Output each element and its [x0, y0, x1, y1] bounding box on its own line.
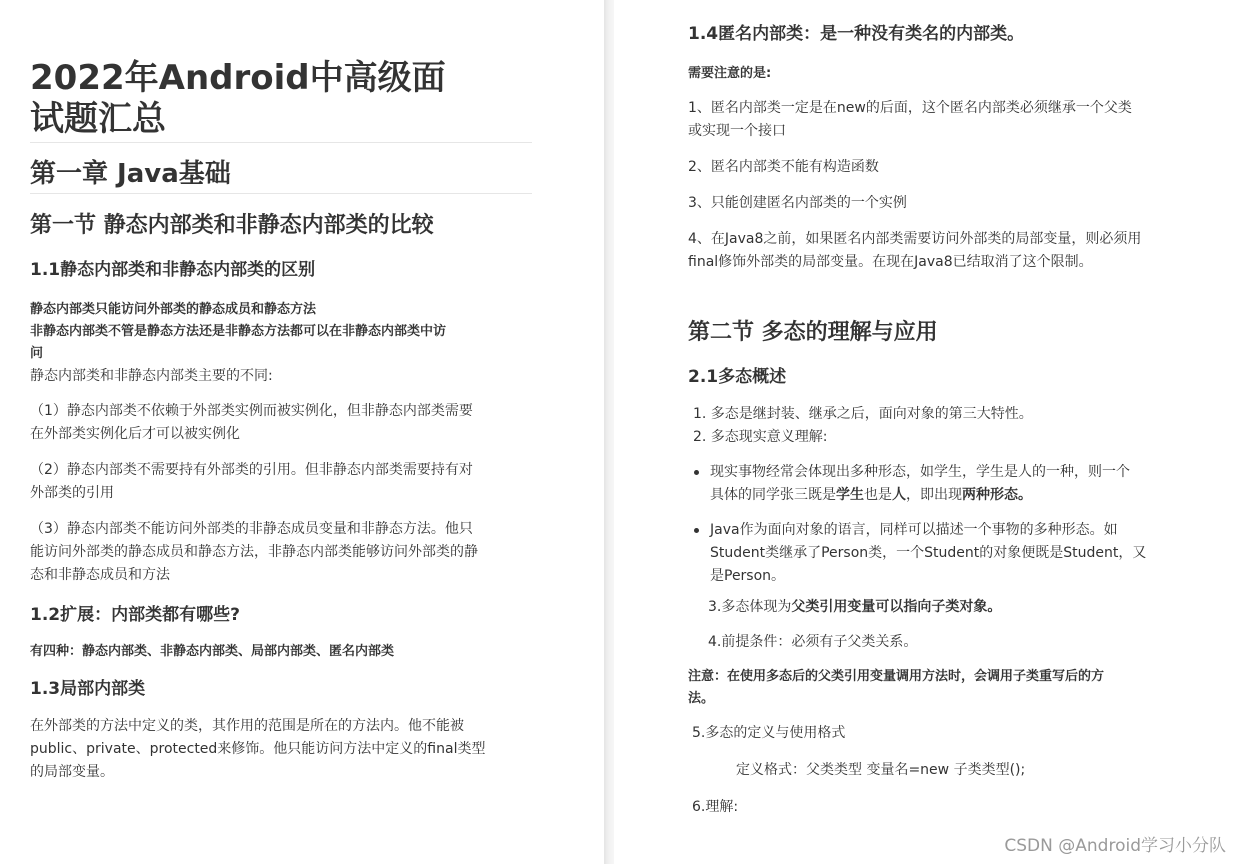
warning-line-1: 注意：在使用多态后的父类引用变量调用方法时，会调用子类重写后的方: [688, 669, 1105, 684]
difference-1-line-2: 在外部类实例化后才可以被实例化: [30, 426, 240, 442]
point-4: 4.前提条件：必须有子父类关系。: [708, 634, 918, 650]
text-span: 也是: [864, 487, 892, 503]
bullet-1-line-2: [710, 484, 1198, 507]
difference-1-line-1: （1）静态内部类不依赖于外部类实例而被实例化，但非静态内部类需要: [30, 403, 473, 419]
difference-3: [30, 518, 532, 587]
bullet-dot: [694, 528, 699, 533]
bold-span: 父类引用变量可以指向子类对象。: [791, 599, 1002, 615]
difference-3-line-1: （3）静态内部类不能访问外部类的非静态成员变量和非静态方法。他只: [30, 521, 473, 537]
left-page: [0, 0, 604, 864]
anon-point-1-line-1: 1、匿名内部类一定是在new的后面，这个匿名内部类必须继承一个父类: [688, 100, 1132, 116]
bullet-2-line-3: 是Person。: [710, 568, 786, 584]
heading-2-1: 2.1多态概述: [688, 367, 787, 387]
section-1-heading: 第一节 静态内部类和非静态内部类的比较: [30, 213, 434, 238]
anon-point-4-line-2: final修饰外部类的局部变量。在现在Java8已结取消了这个限制。: [688, 254, 1093, 270]
bold-span: 两种形态。: [962, 487, 1032, 503]
heading-1-3: 1.3局部内部类: [30, 679, 146, 699]
left-page-content: [30, 58, 532, 784]
bullet-1-line-1: 现实事物经常会体现出多种形态，如学生，学生是人的一种，则一个: [710, 464, 1130, 480]
point-3: [688, 596, 1198, 619]
warning-line-2: 法。: [688, 691, 715, 706]
text-span: 3.多态体现为: [708, 599, 792, 615]
heading-1-2: 1.2扩展：内部类都有哪些?: [30, 605, 240, 625]
text-span: ，即出现: [906, 487, 962, 503]
point-6: 6.理解:: [692, 799, 739, 815]
bullet-2-line-2: Student类继承了Person类，一个Student的对象便既是Student，又: [710, 545, 1147, 561]
bold-note-static: 静态内部类只能访问外部类的静态成员和静态方法: [30, 302, 317, 317]
anon-point-3: 3、只能创建匿名内部类的一个实例: [688, 195, 907, 211]
local-class-line-1: 在外部类的方法中定义的类，其作用的范围是所在的方法内。他不能被: [30, 718, 464, 734]
title-rule: [30, 142, 532, 143]
ordered-list: [688, 403, 1198, 449]
page-gutter: [604, 0, 614, 864]
chapter-heading: 第一章 Java基础: [30, 159, 231, 189]
anon-point-4-line-1: 4、在Java8之前，如果匿名内部类需要访问外部类的局部变量，则必须用: [688, 231, 1142, 247]
right-page: [614, 0, 1242, 864]
anon-point-4: [688, 228, 1198, 274]
difference-2-line-1: （2）静态内部类不需要持有外部类的引用。但非静态内部类需要持有对: [30, 462, 473, 478]
bold-notes: [30, 299, 532, 388]
text-span: 具体的同学张三既是: [710, 487, 836, 503]
document-title-line-2: 试题汇总: [30, 99, 166, 139]
list-item-1: 1. 多态是继封装、继承之后，面向对象的第三大特性。: [693, 406, 1033, 422]
anon-point-1: [688, 97, 1198, 143]
document-title-line-1: 2022年Android中高级面: [30, 58, 446, 98]
bold-span: 学生: [836, 487, 864, 503]
csdn-watermark: CSDN @Android学习小分队: [1004, 836, 1226, 856]
heading-1-1: 1.1静态内部类和非静态内部类的区别: [30, 260, 316, 280]
difference-1: [30, 400, 532, 446]
bullet-2-line-1: Java作为面向对象的语言，同样可以描述一个事物的多种形态。如: [710, 522, 1118, 538]
bold-note-nonstatic-line-1: 非静态内部类不管是静态方法还是非静态方法都可以在非静态内部类中访: [30, 324, 447, 339]
warning-note: [688, 666, 1198, 710]
bullet-dot: [694, 470, 699, 475]
difference-2: [30, 459, 532, 505]
local-class-line-3: 的局部变量。: [30, 764, 114, 780]
differences-intro: 静态内部类和非静态内部类主要的不同:: [30, 368, 273, 384]
local-class-line-2: public、private、protected来修饰。他只能访问方法中定义的final类型: [30, 741, 486, 757]
bullet-item-real-world: [688, 461, 1198, 507]
note-heading: 需要注意的是:: [688, 66, 772, 81]
bullet-list: [688, 461, 1198, 588]
heading-1-4: 1.4匿名内部类：是一种没有类名的内部类。: [688, 24, 1025, 44]
format-line: 定义格式：父类类型 变量名=new 子类类型();: [736, 762, 1026, 778]
anon-point-2: 2、匿名内部类不能有构造函数: [688, 159, 879, 175]
difference-3-line-2: 能访问外部类的静态成员和静态方法，非静态内部类能够访问外部类的静: [30, 544, 478, 560]
bold-span: 人: [892, 487, 906, 503]
document-title: [30, 58, 532, 140]
difference-3-line-3: 态和非静态成员和方法: [30, 567, 170, 583]
point-5: 5.多态的定义与使用格式: [692, 725, 846, 741]
bullet-item-java: [688, 519, 1198, 588]
difference-2-line-2: 外部类的引用: [30, 485, 114, 501]
bold-note-nonstatic-line-2: 问: [30, 346, 44, 361]
list-item-2: 2. 多态现实意义理解:: [693, 429, 828, 445]
right-page-content: [688, 22, 1198, 819]
chapter-rule: [30, 193, 532, 194]
section-2-heading: 第二节 多态的理解与应用: [688, 320, 938, 345]
local-class-paragraph: [30, 715, 532, 784]
anon-point-1-line-2: 或实现一个接口: [688, 123, 786, 139]
four-kinds-note: 有四种：静态内部类、非静态内部类、局部内部类、匿名内部类: [30, 644, 395, 659]
